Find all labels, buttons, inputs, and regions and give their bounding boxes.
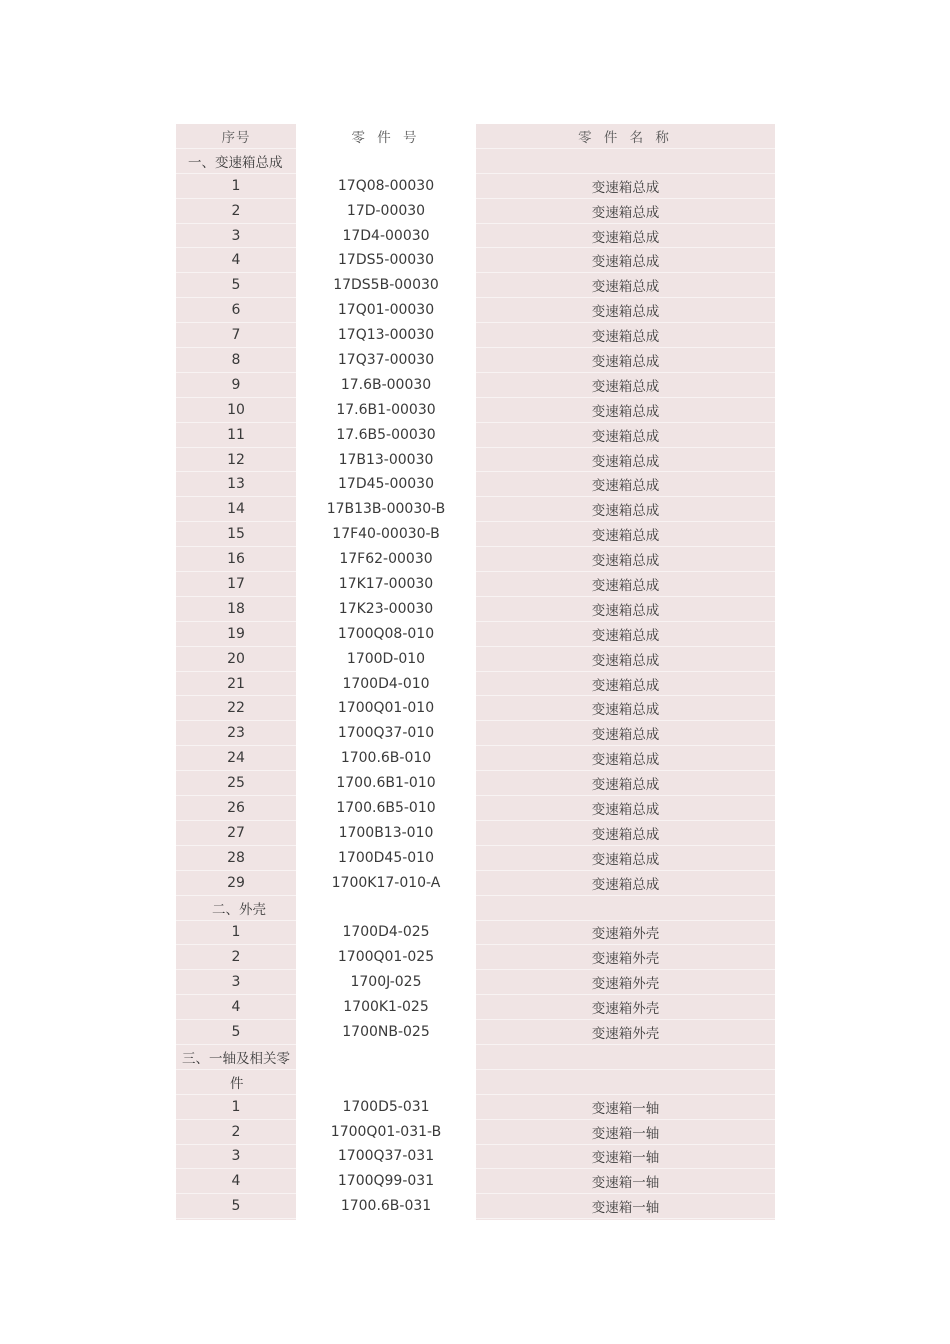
row-part-name-text: 变速箱一轴 [591,1150,660,1167]
row-seq: 28 [227,849,245,866]
row-part-no: 1700D4-025 [342,924,430,941]
section-title-continuation-row [176,1070,775,1095]
row-seq: 5 [231,1198,241,1215]
row-seq: 29 [227,874,245,891]
table-row [176,298,775,323]
row-part-name-text: 变速箱总成 [591,478,660,495]
row-part-no: 17D4-00030 [342,227,430,244]
row-seq: 27 [227,824,245,841]
row-part-name-text: 变速箱总成 [591,851,660,868]
row-part-name [476,1095,775,1119]
row-part-no: 1700D5-031 [342,1098,430,1115]
row-seq: 2 [231,949,241,966]
row-part-no: 17D45-00030 [338,476,434,493]
row-part-name [476,497,775,521]
section-title-row [176,896,775,921]
row-seq: 20 [227,650,245,667]
row-part-name [476,647,775,671]
row-part-name [476,522,775,546]
row-part-no: 1700.6B1-010 [336,775,436,792]
row-part-name [476,248,775,272]
section-title-continuation: 件 [230,1075,244,1092]
table-row [176,1145,775,1170]
row-part-name [476,622,775,646]
row-part-name [476,298,775,322]
row-part-no: 17.6B5-00030 [336,426,436,443]
row-seq: 4 [231,252,241,269]
row-part-no: 1700K17-010-A [331,874,441,891]
row-part-name-text: 变速箱总成 [591,652,660,669]
row-part-name-text: 变速箱总成 [591,553,660,570]
row-part-no: 1700NB-025 [342,1024,430,1040]
row-seq: 18 [227,600,245,617]
row-part-name-text: 变速箱总成 [591,428,660,445]
row-part-name [476,1020,775,1044]
row-seq: 22 [227,700,245,717]
table-row [176,323,775,348]
table-row [176,1169,775,1194]
row-part-no: 17Q13-00030 [337,327,435,344]
section-title-row [176,149,775,174]
row-seq: 12 [227,451,245,468]
row-part-no: 1700Q37-031 [337,1148,435,1165]
row-part-no: 1700J-025 [350,974,422,991]
row-part-name [476,746,775,770]
row-seq: 13 [227,476,245,493]
table-row [176,398,775,423]
header-part-no: 零 件 号 [351,129,421,146]
table-row [176,821,775,846]
row-part-no: 17K17-00030 [338,575,434,592]
row-part-name [476,796,775,820]
row-part-name [476,373,775,397]
row-part-name-text: 变速箱总成 [591,801,660,818]
row-part-name-text: 变速箱外壳 [591,1001,660,1018]
row-part-no: 1700D45-010 [338,849,434,866]
row-part-name-text: 变速箱总成 [591,503,660,520]
row-part-no: 1700B13-010 [338,824,434,841]
row-part-name-text: 变速箱总成 [591,353,660,370]
table-row [176,622,775,647]
row-part-name [476,771,775,795]
row-part-name-text: 变速箱外壳 [591,976,660,993]
table-row [176,721,775,746]
row-seq: 6 [231,302,241,319]
row-part-name-text: 变速箱一轴 [591,1100,660,1117]
row-part-name [476,696,775,720]
row-part-name [476,597,775,621]
row-part-name [476,572,775,596]
row-part-no: 1700Q08-010 [337,625,435,642]
row-seq: 2 [231,202,241,219]
row-part-name [476,224,775,248]
row-seq: 3 [231,227,241,244]
row-part-name [476,921,775,945]
row-part-name [476,323,775,347]
row-part-name-text: 变速箱总成 [591,702,660,719]
table-row [176,423,775,448]
row-part-name [476,1120,775,1144]
table-row [176,348,775,373]
table-row [176,199,775,224]
row-part-no: 17DS5B-00030 [333,277,439,294]
row-part-no: 17Q08-00030 [337,177,435,194]
row-part-no: 17F40-00030-B [332,526,440,543]
row-part-name-text: 变速箱总成 [591,254,660,271]
row-part-name [476,423,775,447]
section-title: 一、变速箱总成 [188,154,283,171]
table-row [176,248,775,273]
row-part-name-text: 变速箱外壳 [591,951,660,968]
row-part-no: 17B13B-00030-B [326,501,446,518]
row-seq: 25 [227,775,245,792]
table-row [176,1020,775,1045]
row-part-name [476,995,775,1019]
table-row [176,497,775,522]
row-part-name-text: 变速箱总成 [591,453,660,470]
row-part-name [476,721,775,745]
table-row [176,448,775,473]
row-part-no: 1700Q01-025 [337,949,435,966]
row-part-name-text: 变速箱总成 [591,378,660,395]
table-row [176,597,775,622]
row-part-name-text: 变速箱总成 [591,179,660,196]
row-seq: 21 [227,675,245,692]
table-body [176,149,775,1219]
row-seq: 14 [227,501,245,518]
row-part-name [476,199,775,223]
table-row [176,174,775,199]
table-row [176,771,775,796]
table-row [176,273,775,298]
row-part-name-text: 变速箱总成 [591,577,660,594]
row-part-no: 1700Q99-031 [337,1173,435,1190]
header-part-name: 零 件 名 称 [578,129,673,146]
row-part-name [476,871,775,895]
row-seq: 2 [231,1123,241,1140]
row-seq: 23 [227,725,245,742]
row-part-no: 17B13-00030 [338,451,434,468]
row-part-no: 17F62-00030 [339,551,433,568]
table-row [176,472,775,497]
row-part-name-text: 变速箱一轴 [591,1125,660,1142]
table-row [176,995,775,1020]
table-row [176,871,775,896]
row-part-name-text: 变速箱一轴 [591,1200,660,1217]
row-part-name [476,273,775,297]
header-seq: 序号 [221,129,251,146]
row-part-no: 17.6B-00030 [340,376,432,393]
row-seq: 11 [227,426,245,443]
row-seq: 9 [231,376,241,393]
row-part-name-text: 变速箱总成 [591,677,660,694]
row-part-name-text: 变速箱外壳 [591,1026,660,1042]
row-part-name-text: 变速箱总成 [591,329,660,346]
row-part-name-text: 变速箱总成 [591,777,660,794]
row-part-name-text: 变速箱总成 [591,727,660,744]
row-part-name-text: 变速箱总成 [591,627,660,644]
row-part-name [476,1169,775,1193]
table-row [176,647,775,672]
table-row [176,224,775,249]
row-part-name [476,672,775,696]
row-part-name-text: 变速箱总成 [591,403,660,420]
row-seq: 8 [231,351,241,368]
row-seq: 1 [231,177,241,194]
row-part-no: 1700Q01-010 [337,700,435,717]
table-row [176,1095,775,1120]
row-part-name-text: 变速箱总成 [591,304,660,321]
row-seq: 16 [227,551,245,568]
row-seq: 26 [227,799,245,816]
row-part-no: 17.6B1-00030 [336,401,436,418]
table-row [176,522,775,547]
row-part-no: 17Q37-00030 [337,351,435,368]
row-part-name [476,174,775,198]
row-part-no: 17DS5-00030 [338,252,434,269]
row-seq: 5 [231,277,241,294]
row-part-name-text: 变速箱总成 [591,752,660,769]
table-row [176,1194,775,1219]
row-part-no: 17K23-00030 [338,600,434,617]
row-part-name-text: 变速箱总成 [591,528,660,545]
row-seq: 15 [227,526,245,543]
row-part-name-text: 变速箱总成 [591,279,660,296]
row-part-name [476,1145,775,1169]
row-seq: 19 [227,625,245,642]
row-part-name-text: 变速箱一轴 [591,1175,660,1192]
row-part-name-text: 变速箱总成 [591,826,660,843]
row-seq: 10 [227,401,245,418]
row-seq: 17 [227,575,245,592]
row-seq: 4 [231,999,241,1016]
row-part-name-text: 变速箱总成 [591,204,660,221]
row-seq: 5 [231,1024,241,1040]
row-seq: 4 [231,1173,241,1190]
row-part-name-text: 变速箱总成 [591,229,660,246]
row-part-name [476,846,775,870]
table-row [176,547,775,572]
row-part-name [476,945,775,969]
row-part-name [476,448,775,472]
table-header-row [176,124,775,149]
row-part-no: 17D-00030 [346,202,426,219]
table-row [176,373,775,398]
row-part-name [476,547,775,571]
table-row [176,1120,775,1145]
row-part-no: 1700.6B5-010 [336,799,436,816]
row-seq: 3 [231,1148,241,1165]
table-row [176,696,775,721]
row-seq: 24 [227,750,245,767]
row-part-no: 1700.6B-031 [340,1198,432,1215]
row-part-no: 1700Q01-031-B [330,1123,442,1140]
section-title: 三、一轴及相关零 [182,1050,290,1067]
row-part-name [476,821,775,845]
row-seq: 1 [231,1098,241,1115]
section-title: 二、外壳 [212,901,266,918]
row-part-no: 1700D-010 [346,650,426,667]
row-part-no: 1700K1-025 [343,999,429,1016]
table-row [176,846,775,871]
row-part-name [476,1194,775,1218]
row-part-no: 17Q01-00030 [337,302,435,319]
table-row [176,746,775,771]
table-row [176,572,775,597]
section-title-row [176,1045,775,1070]
row-seq: 1 [231,924,241,941]
row-part-no: 1700.6B-010 [340,750,432,767]
parts-table [176,124,775,1219]
row-part-name-text: 变速箱总成 [591,876,660,893]
row-seq: 7 [231,327,241,344]
row-seq: 3 [231,974,241,991]
table-row [176,970,775,995]
row-part-name-text: 变速箱外壳 [591,926,660,943]
row-part-name [476,398,775,422]
table-row [176,921,775,946]
table-row [176,945,775,970]
table-row [176,672,775,697]
row-part-no: 1700Q37-010 [337,725,435,742]
row-part-name [476,472,775,496]
table-row [176,796,775,821]
row-part-no: 1700D4-010 [342,675,430,692]
row-part-name-text: 变速箱总成 [591,602,660,619]
row-part-name [476,970,775,994]
row-part-name [476,348,775,372]
